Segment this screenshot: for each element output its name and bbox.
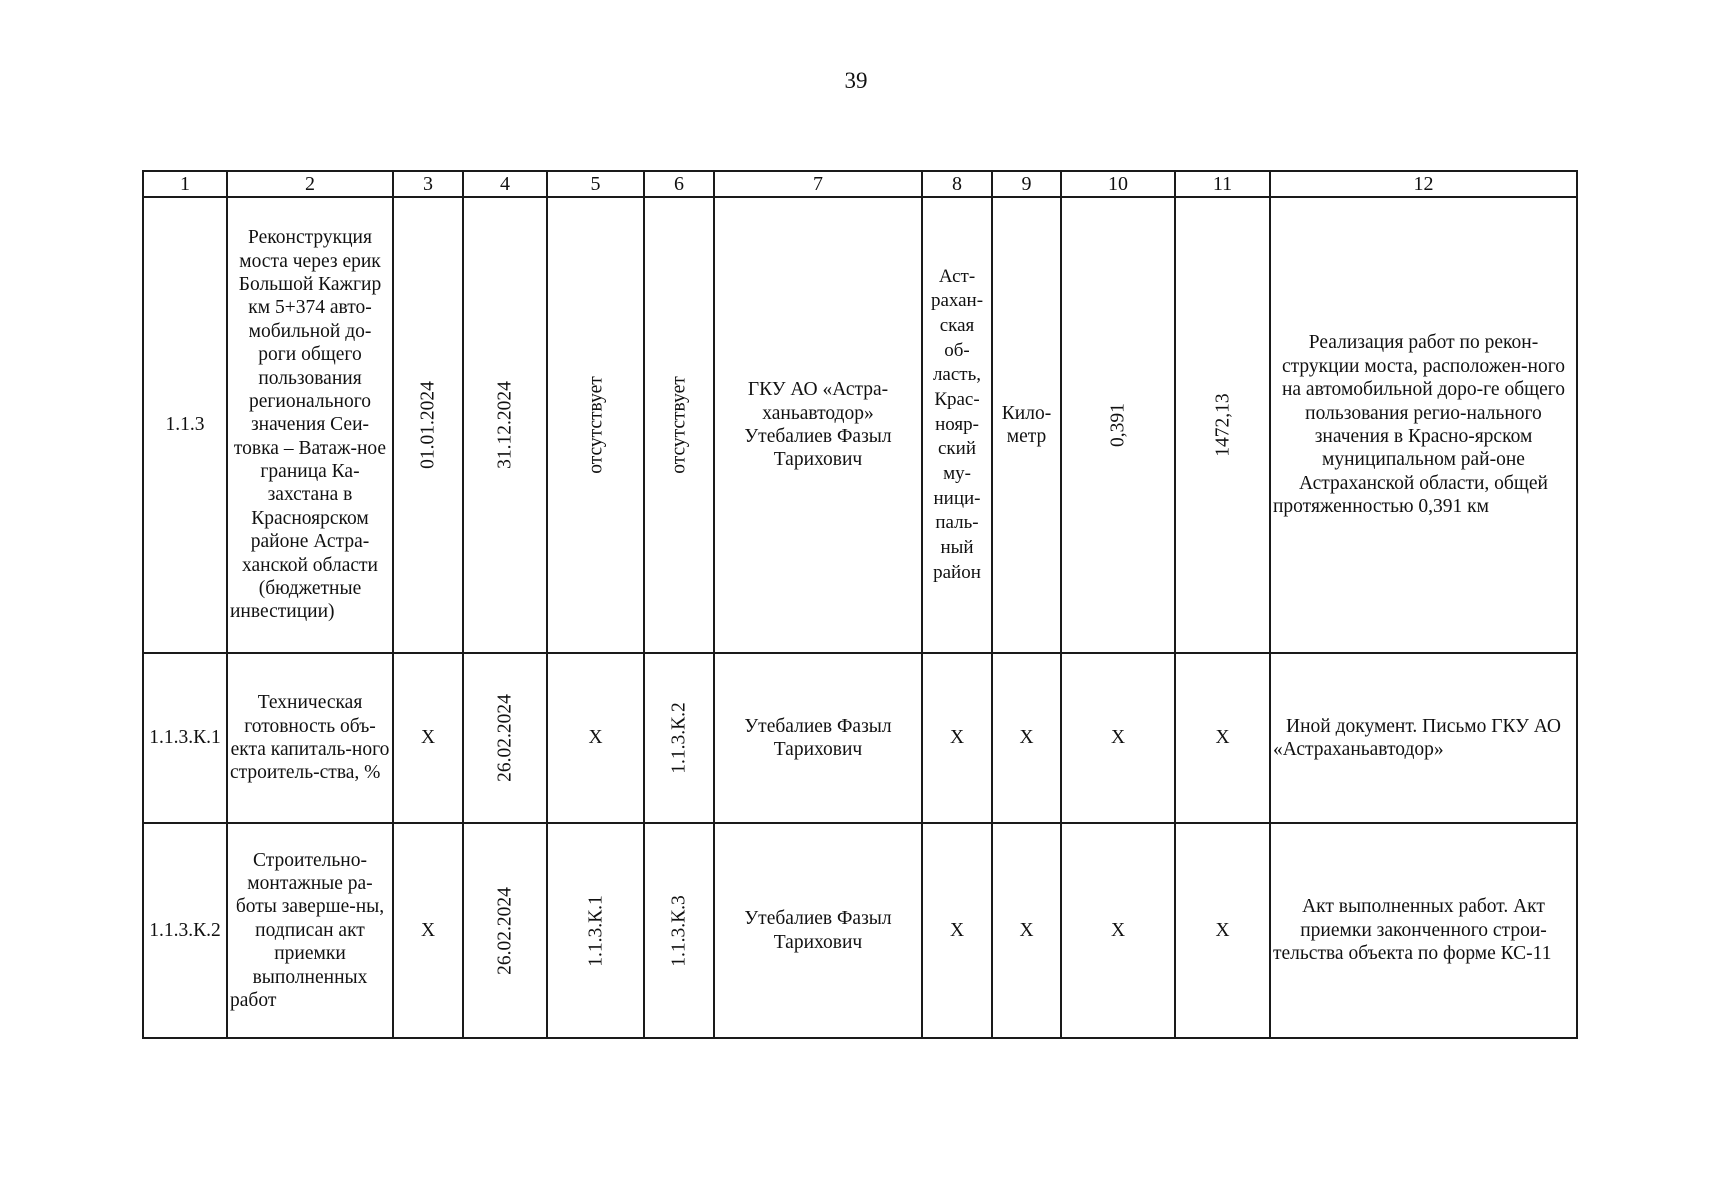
header-cell: 7: [714, 171, 922, 197]
unit: Х: [992, 653, 1061, 823]
end-date-cell: [463, 653, 547, 823]
result: Акт выполненных работ. Акт приемки законченного строи-тельства объекта по форме КС-11: [1270, 823, 1577, 1038]
start-date-cell: [393, 197, 463, 653]
unit: Х: [992, 823, 1061, 1038]
cost: Х: [1175, 823, 1270, 1038]
header-cell: 11: [1175, 171, 1270, 197]
predecessor: Х: [547, 653, 644, 823]
header-cell: 3: [393, 171, 463, 197]
header-cell: 10: [1061, 171, 1175, 197]
row-id: 1.1.3.К.1: [143, 653, 227, 823]
table-row: [143, 823, 1577, 1038]
page-number: 39: [844, 68, 868, 93]
result: Иной документ. Письмо ГКУ АО «Астраханьавтодор»: [1270, 653, 1577, 823]
end-date-cell: [463, 823, 547, 1038]
successor-cell: [644, 197, 714, 653]
header-cell: 9: [992, 171, 1061, 197]
header-cell: 4: [463, 171, 547, 197]
successor: 1.1.3.К.3: [668, 894, 690, 967]
cost: 1472,13: [1211, 393, 1233, 457]
start-date: 01.01.2024: [417, 381, 439, 469]
end-date: 26.02.2024: [494, 694, 516, 782]
successor-cell: [644, 823, 714, 1038]
result: Реализация работ по рекон-струкции моста, расположен-ного на автомобильной доро-ге общего пользования регио-нального значения в Красно-ярском муниципальном рай-оне Астраханской области, общей протяженностью 0,391 км: [1270, 197, 1577, 653]
header-cell: 1: [143, 171, 227, 197]
unit: Кило-метр: [992, 197, 1061, 653]
responsible: Утебалиев Фазыл Тарихович: [714, 653, 922, 823]
header-cell: 5: [547, 171, 644, 197]
row-id: 1.1.3: [143, 197, 227, 653]
successor-cell: [644, 653, 714, 823]
table-row: [143, 653, 1577, 823]
header-cell: 8: [922, 171, 992, 197]
row-name: Техническая готовность объ-екта капиталь-ного строитель-ства, %: [227, 653, 393, 823]
end-date: 26.02.2024: [494, 886, 516, 975]
value-cell: [1061, 197, 1175, 653]
row-id: 1.1.3.К.2: [143, 823, 227, 1038]
value: 0,391: [1107, 403, 1129, 447]
successor: отсутствует: [668, 376, 690, 474]
row-name: Строительно-монтажные ра-боты заверше-ны, подписан акт приемки выполненных работ: [227, 823, 393, 1038]
end-date: 31.12.2024: [494, 381, 516, 469]
header-cell: 6: [644, 171, 714, 197]
start-date: Х: [393, 653, 463, 823]
responsible: ГКУ АО «Астра-ханьавтодор» Утебалиев Фазыл Тарихович: [714, 197, 922, 653]
table-row: [143, 197, 1577, 653]
plan-table: [142, 170, 1578, 1039]
header-cell: 12: [1270, 171, 1577, 197]
value: Х: [1061, 653, 1175, 823]
value: Х: [1061, 823, 1175, 1038]
cost: Х: [1175, 653, 1270, 823]
predecessor: отсутствует: [584, 376, 606, 474]
row-name: Реконструкция моста через ерик Большой Кажгир км 5+374 авто-мобильной до-роги общего пользования регионального значения Сеи-товка – Ватаж-ное граница Ка-захстана в Красноярском районе Астра-ханской области (бюджетные инвестиции): [227, 197, 393, 653]
territory: Аст-рахан-ская об-ласть, Крас-нояр-ский му-ници-паль-ный район: [922, 197, 992, 653]
predecessor-cell: [547, 197, 644, 653]
predecessor-cell: [547, 823, 644, 1038]
header-cell: 2: [227, 171, 393, 197]
table-header-row: [143, 171, 1577, 197]
end-date-cell: [463, 197, 547, 653]
predecessor: 1.1.3.К.1: [584, 894, 606, 967]
responsible: Утебалиев Фазыл Тарихович: [714, 823, 922, 1038]
successor: 1.1.3.К.2: [668, 702, 690, 774]
cost-cell: [1175, 197, 1270, 653]
territory: Х: [922, 823, 992, 1038]
start-date: Х: [393, 823, 463, 1038]
territory: Х: [922, 653, 992, 823]
